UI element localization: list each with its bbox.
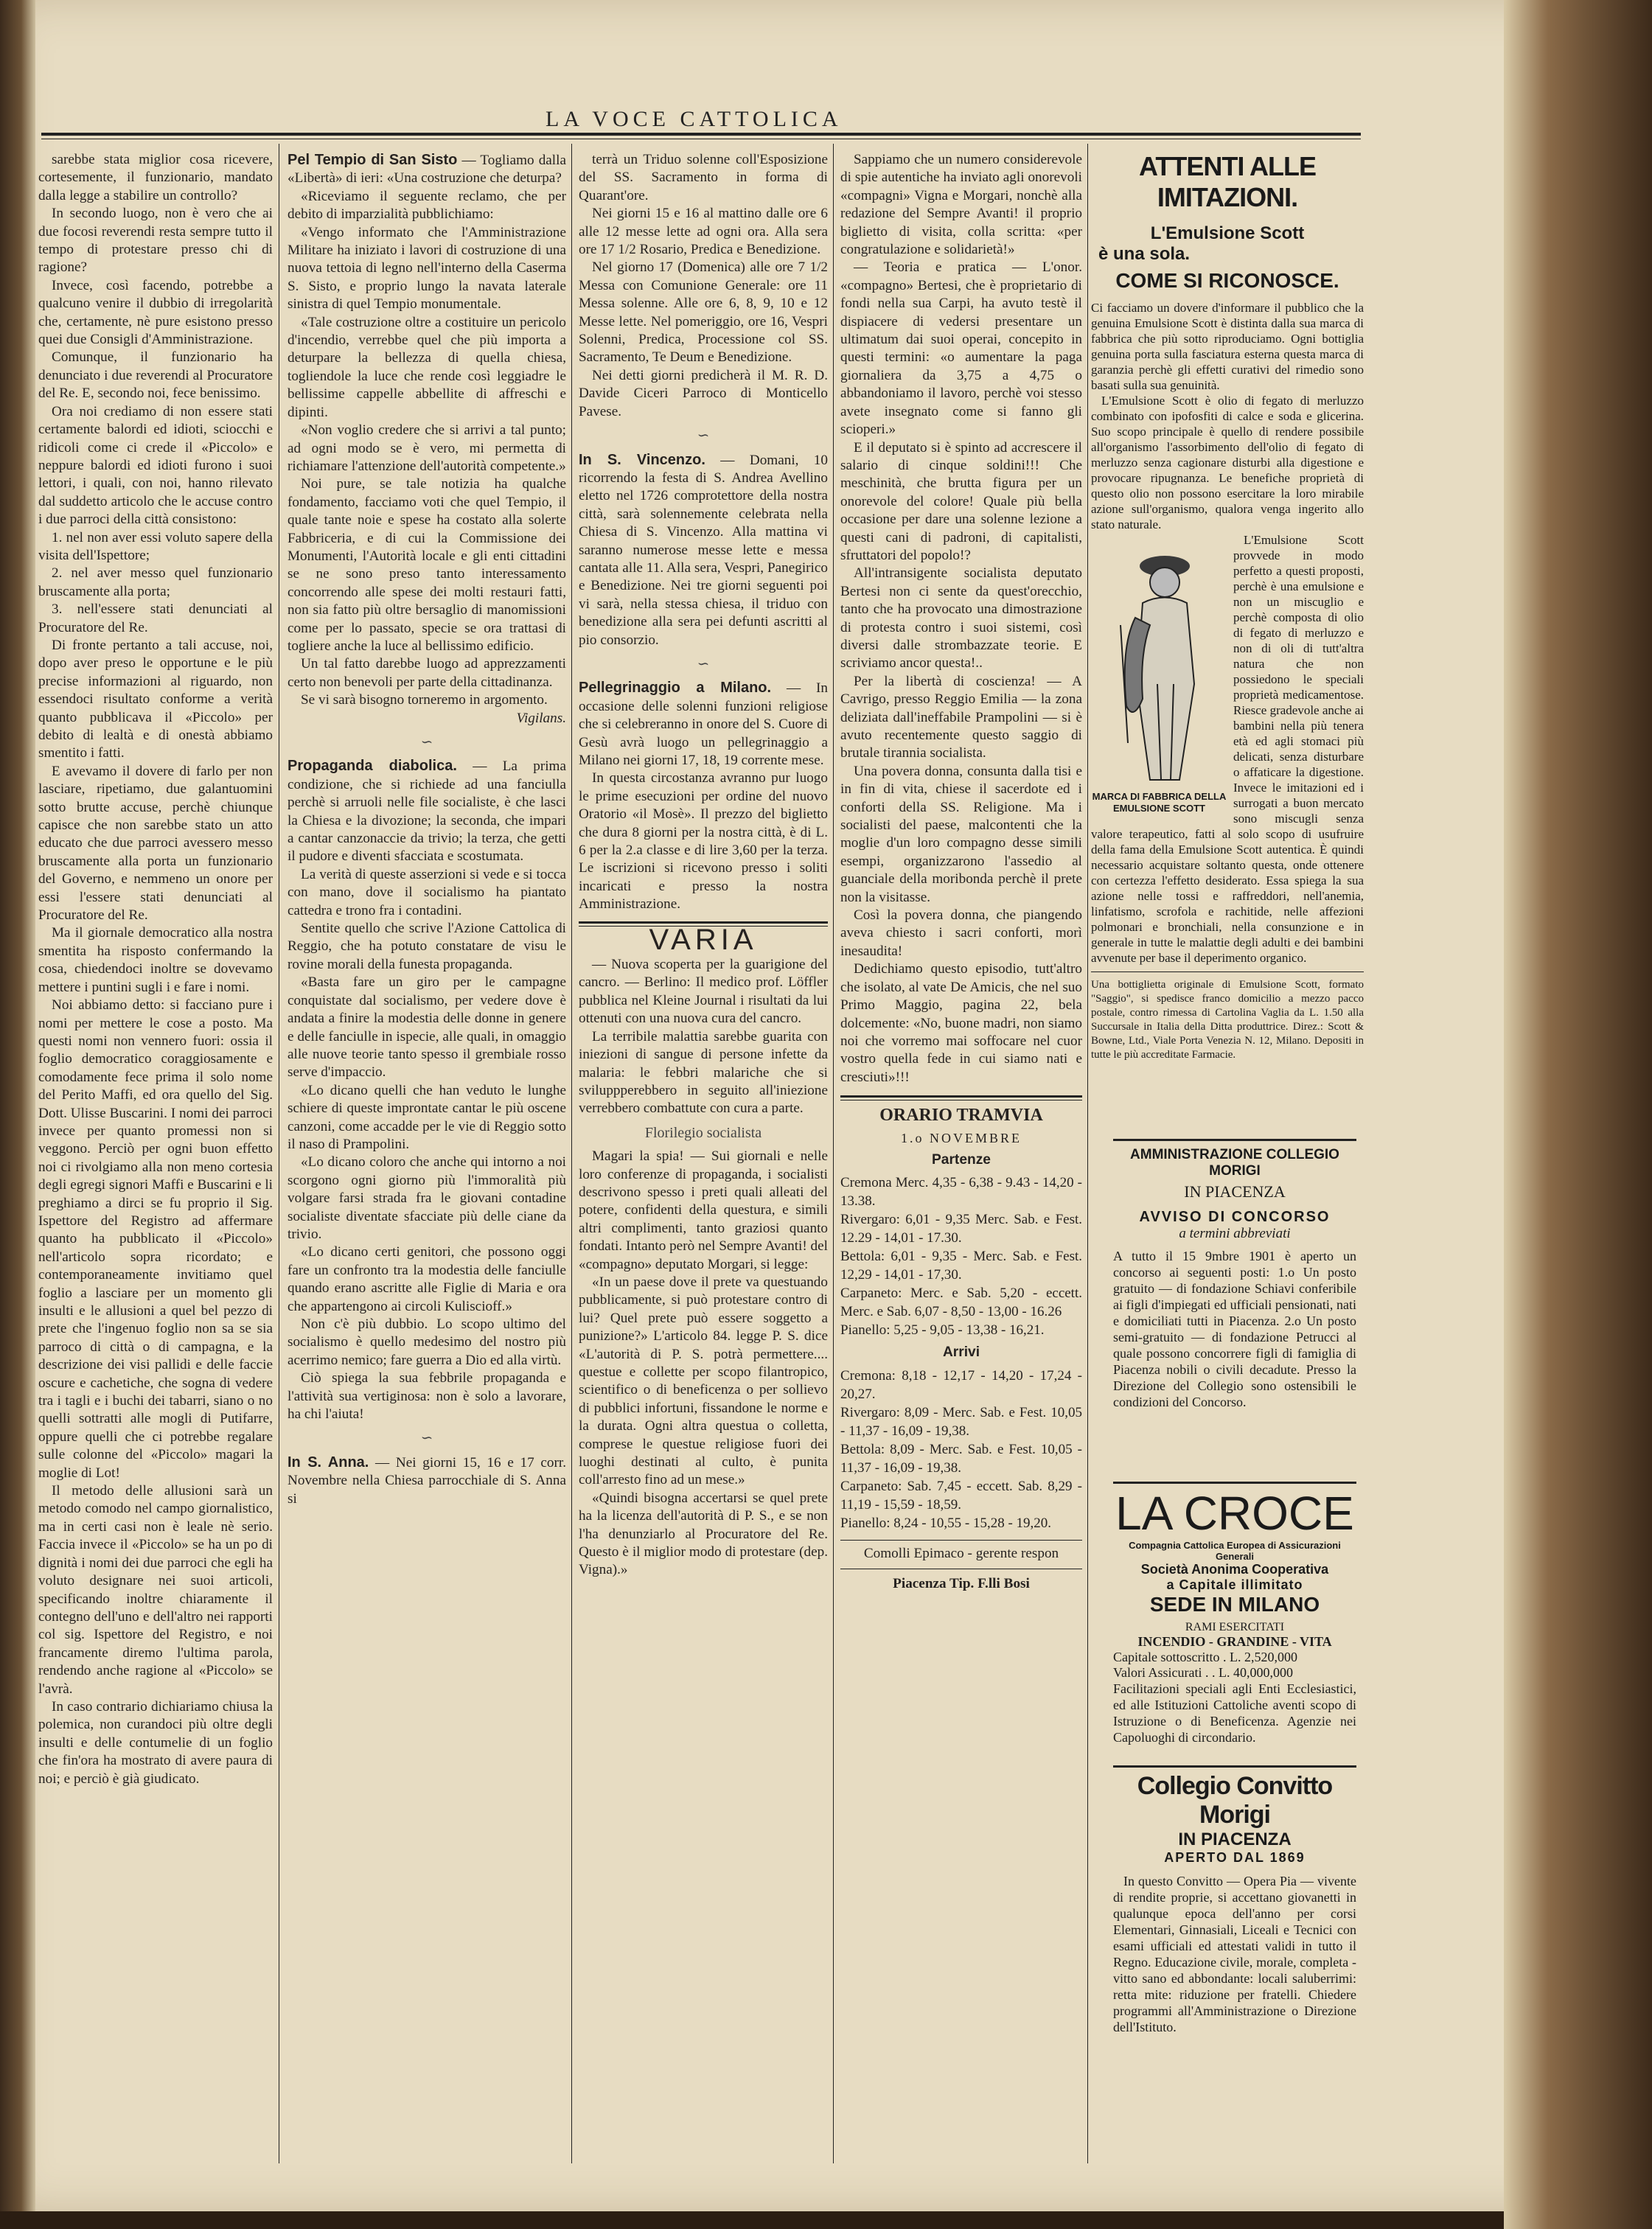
scott-title: ATTENTI ALLE IMITAZIONI. bbox=[1139, 151, 1316, 212]
paragraph: — Teoria e pratica — L'onor. «compagno» Bertesi, che è proprietario di fondi nella sua Carpi, ha avuto testè il dispiacere di vedersi presentare un ultimatum dai suoi operai, concepito in questi termini: «o aumentare la paga giornaliera da 3,75 a 4,75 o abbandoniamo il lavoro, perchè voi stesso avete insegnato come si fanno gli scioperi.» bbox=[840, 259, 1082, 438]
scott-marca: MARCA DI FABBRICA DELLA EMULSIONE SCOTT bbox=[1092, 791, 1227, 814]
article-heading: Pellegrinaggio a Milano. bbox=[579, 680, 772, 697]
paragraph: — In occasione delle solenni funzioni religiose che si celebreranno in onore del S. Cuore di Gesù avrà luogo un pellegrinaggio a Milano nei giorni 17, 18, 19 corrente mese. bbox=[579, 680, 828, 768]
column-4 bbox=[840, 151, 1082, 2149]
column-3 bbox=[579, 151, 828, 2149]
column-1 bbox=[38, 151, 273, 2149]
orario-row: Cremona: 8,18 - 12,17 - 14,20 - 17,24 - 20,27. bbox=[840, 1367, 1082, 1402]
convitto-text: In questo Convitto — Opera Pia — vivente di rendite proprie, si accettano giovanetti in qualunque epoca dell'anno per corsi Elementari, Ginnasiali, Liceali e Tecnici con esami ufficiali ed attestati validi in tutto il Regno. Educazione civile, morale, completa - vitto sano ed abbondante: locali saluberrimi: retta mite: riduzione per fratelli. Chiedere programmi all'Amministrazione o Direzione dell'Istituto. bbox=[1113, 1874, 1356, 2034]
paragraph: 1. nel non aver essi voluto sapere della visita dell'Ispettore; bbox=[38, 529, 273, 563]
paragraph: «Vengo informato che l'Amministrazione Militare ha iniziato i lavori di costruzione di una nuova tettoia di legno nell'interno della Caserma S. Sisto, e proprio lungo la navata laterale sinistra di quel Tempio monumentale. bbox=[287, 224, 566, 313]
paragraph: La verità di queste asserzioni si vede e si tocca con mano, dove il socialismo ha piantato cattedra e trono fra i contadini. bbox=[287, 866, 566, 918]
paragraph: sarebbe stata miglior cosa ricevere, cortesemente, il funzionario, mandato dalla legge a stabilire un controllo? bbox=[38, 152, 273, 203]
column-rule bbox=[1087, 144, 1088, 2163]
paragraph: Magari la spia! — Sui giornali e nelle loro conferenze di propaganda, i socialisti descrivono spesso i preti quali alleati del potere, confidenti della questura, e simili altri complimenti, tanto graziosi quanto fondati. Intanto però nel Sempre Avanti! del «compagno» deputato Morgari, si legge: bbox=[579, 1148, 828, 1272]
paragraph: — Togliamo dalla «Libertà» di ieri: «Una costruzione che deturpa? bbox=[287, 153, 566, 186]
croce-text: Facilitazioni speciali agli Enti Ecclesiastici, ed alle Istituzioni Cattoliche aventi scopo di Istruzione o di Beneficenza. Agenzie nei Capoluoghi di circondario. bbox=[1113, 1681, 1356, 1745]
paragraph: Ma il giornale democratico alla nostra smentita ha risposto confermando la cosa, chiedendoci inoltre se dovevamo mettere i puntini sugli i e fare i nomi. bbox=[38, 925, 273, 995]
convitto-line1: IN PIACENZA bbox=[1178, 1829, 1292, 1849]
paragraph: «Lo dicano certi genitori, che possono oggi fare un confronto tra la modestia delle fanciulle quando erano ascritte alle Figlie di Maria e ora che appartengono ai circoli Kuliscioff.» bbox=[287, 1244, 566, 1314]
orario-row: Carpaneto: Merc. e Sab. 5,20 - eccett. Merc. e Sab. 6,07 - 8,50 - 13,00 - 16.26 bbox=[840, 1286, 1082, 1320]
paragraph: «Non voglio credere che si arrivi a tal punto; ad ogni modo se è vero, mi permetta di richiamare l'attenzione dell'autorità competente.» bbox=[287, 422, 566, 474]
paragraph: Ciò spiega la sua febbrile propaganda e l'attività sua vertiginosa: non è solo a lavorare, ha chi l'aiuta! bbox=[287, 1370, 566, 1423]
paragraph: «Lo dicano quelli che han veduto le lunghe schiere di queste improntate cantar le più oscene canzoni, come accadde per le vie di Reggio sotto il naso di Prampolini. bbox=[287, 1082, 566, 1152]
croce-line4: SEDE IN MILANO bbox=[1149, 1593, 1320, 1616]
subheading-florilegio: Florilegio socialista bbox=[644, 1124, 762, 1141]
arrivi-list bbox=[840, 1367, 1082, 1532]
printer-line: Piacenza Tip. F.lli Bosi bbox=[893, 1576, 1030, 1592]
croce-line3: a Capitale illimitato bbox=[1166, 1577, 1303, 1592]
signature: Vigilans. bbox=[516, 710, 566, 726]
scott-text1: Ci facciamo un dovere d'informare il pubblico che la genuina Emulsione Scott è distinta dalla sua marca di fabbrica che più sotto riproduciamo. Ogni bottiglia genuina porta sulla fasciatura esterna questa marca di garanzia perchè gli effetti curativi del rimedio sono basati sulla sua genuinità. bbox=[1091, 301, 1364, 392]
orario-title: ORARIO TRAMVIA bbox=[879, 1106, 1043, 1126]
paragraph: — Nei giorni 15, 16 e 17 corr. Novembre nella Chiesa parrocchiale di S. Anna si bbox=[287, 1454, 566, 1507]
paragraph: In secondo luogo, non è vero che ai due focosi reverendi resta sempre tutto il tempo di protestare presso chi di ragione? bbox=[38, 206, 273, 276]
scott-line3: COME SI RICONOSCE. bbox=[1115, 269, 1339, 292]
morigi-term: a termini abbreviati bbox=[1179, 1226, 1291, 1241]
scott-line1: L'Emulsione Scott bbox=[1150, 223, 1305, 243]
paragraph: «Lo dicano coloro che anche qui intorno a noi scorgono ogni giorno più l'immoralità più volgare farsi strada fra le giovani contadine socialiste diventate sfacciate più delle ciane da trivio. bbox=[287, 1154, 566, 1242]
gerente-line: Comolli Epimaco - gerente respon bbox=[863, 1545, 1059, 1561]
paragraph: — La prima condizione, che si richiede ad una fanciulla perchè si arruoli nelle file socialiste, è che lasci la Chiesa e la divozione; la seconda, che impari a cantar canzonaccie da trivio; la terza, che getti il pudore e diventi sfacciata e scostumata. bbox=[287, 758, 566, 865]
paragraph: «Basta fare un giro per le campagne conquistate dal socialismo, per vedere dove è andata a finire la modestia delle donne in genere e delle fanciulle in ispecie, alle quali, in omaggio alle nuove teorie tanto spesso il grembiale rosso serve d'impaccio. bbox=[287, 974, 566, 1081]
separator: ∽ bbox=[420, 1430, 433, 1447]
separator: ∽ bbox=[697, 655, 710, 672]
paragraph: Una povera donna, consunta dalla tisi e in fin di vita, chiese il sacerdote ed i conforti della SS. Religione. Ma i socialisti del paese, malcontenti che la moglie d'un loro compagno desse simili esempi, organizzarono l'assedio al guanciale della moribonda perchè il prete non la visitasse. bbox=[840, 763, 1082, 905]
paragraph: Invece, così facendo, potrebbe a qualcuno venire il dubbio di irregolarità che, certamente, nè pure esistono presso quei due Consigli d'Amministrazione. bbox=[38, 277, 273, 348]
paragraph: Il metodo delle allusioni sarà un metodo comodo nel campo giornalistico, ma in certi casi non è leale nè serio. Faccia invece il «Piccolo» se ha un po di dignità i nomi dei due parroci che egli ha voluto designare nei suoi articoli, specificando inoltre chiaramente il contegno dell'uno e dell'altro nei rapporti col sig. Ispettore del Registro, e noi francamente diremo l'ultima parola, rendendo anche ragione al «Piccolo» se l'avrà. bbox=[38, 1483, 273, 1697]
separator: ∽ bbox=[697, 428, 710, 444]
paragraph: In questa circostanza avranno pur luogo le prime esecuzioni per ordine del nuovo Oratorio «il Mosè». Il prezzo del biglietto che dura 8 giorni per la nostra città, è di L. 6 per la 2.a classe e di lire 3,60 per la terza. Le iscrizioni si ricevono presso i soliti incaricati e presso la nostra Amministrazione. bbox=[579, 770, 828, 913]
paragraph: «Quindi bisogna accertarsi se quel prete ha la licenza dell'autorità di P. S., e se non l'ha denunziarlo al Procuratore del Re. Questo è il miglior modo di protestare (dep. Vigna).» bbox=[579, 1490, 828, 1578]
paragraph: All'intransigente socialista deputato Bertesi non ci sente da quest'orecchio, tanto che ha provocato una dimostrazione di protesta contro i suoi sistemi, così diversi dalle strombazzate teorie. E scriviamo ancor questa!.. bbox=[840, 565, 1082, 672]
croce-line8: Valori Assicurati . . L. 40,000,000 bbox=[1113, 1665, 1293, 1680]
paragraph: E il deputato si è spinto ad accrescere il salario di cinque soldini!!! Che meschinità, che brutta figura per un onorevole del colore! Quale più bella occasione per dare una solenne lezione a questi cani di padroni, di capitalisti, sfruttatori del popolo!? bbox=[840, 439, 1082, 563]
paragraph: «In un paese dove il prete va questuando pubblicamente, si può protestare contro di lui? Quel prete può essere soggetto a punizione?» L'articolo 84. legge P. S. dice «L'autorità di P. S. potrà permettere.... questue e collette per scopo filantropico, scientifico o di beneficenza o per sollievo di pubblici infortuni, fissandone le norme e la durata. Ogni altra questua o colletta, comprese le questue religiose fuori dei luoghi destinati al culto, è punita coll'arresto fino ad un mese.» bbox=[579, 1274, 828, 1488]
orario-row: Bettola: 6,01 - 9,35 - Merc. Sab. e Fest. 12,29 - 14,01 - 17,30. bbox=[840, 1249, 1082, 1283]
paragraph: Non c'è più dubbio. Lo scopo ultimo del socialismo è quello medesimo del nostro più acerrimo nemico; fare guerra a Dio ed alla virtù. bbox=[287, 1316, 566, 1368]
orario-row: Bettola: 8,09 - Merc. Sab. e Fest. 10,05 - 11,37 - 16,09 - 19,38. bbox=[840, 1441, 1082, 1476]
paragraph: — Nuova scoperta per la guarigione del cancro. — Berlino: Il medico prof. Löffler pubblica nel Kleine Journal i risultati da lui ottenuti con una nuova cura del cancro. bbox=[579, 957, 828, 1027]
paragraph: terrà un Triduo solenne coll'Esposizione del SS. Sacramento in forma di Quarant'ore. bbox=[579, 152, 828, 203]
paragraph: Dedichiamo questo episodio, tutt'altro che isolato, al vate De Amicis, che nel suo Primo Maggio, pagina 22, bela dolcemente: «No, buone madri, non siamo noi che vorremo mai soffocare nel cuor vostro quella fede in cui siamo nati e cresciuti»!!! bbox=[840, 961, 1082, 1085]
rule bbox=[840, 1540, 1082, 1541]
article-heading: Propaganda diabolica. bbox=[287, 758, 457, 775]
paragraph: 3. nell'essere stati denunciati al Procuratore del Re. bbox=[38, 601, 273, 635]
orario-row: Cremona Merc. 4,35 - 6,38 - 9.43 - 14,20 - 13.38. bbox=[840, 1175, 1082, 1210]
croce-line1: Compagnia Cattolica Europea di Assicurazioni Generali bbox=[1129, 1540, 1341, 1562]
page-stack-edge bbox=[1504, 0, 1652, 2229]
paragraph: Sappiamo che un numero considerevole di spie autentiche ha inviato agli onorevoli «compagni» Vigna e Morgari, nonchè alla redazione del Sempre Avanti! il proprio biglietto di visita, colla scritta: «per congratulazione e solidarietà!» bbox=[840, 152, 1082, 258]
paragraph: Comunque, il funzionario ha denunciato i due reverendi al Procuratore del Re. E, secondo noi, fece benissimo. bbox=[38, 349, 273, 402]
paragraph: Ora noi crediamo di non essere stati certamente balordi ed idioti, sciocchi e ridicoli come ci crede il «Piccolo» e neppure balordi ed idioti furono i suoi lettori, i quali, con noi, hanno rilevato dal suddetto articolo che le accuse contro i due parroci della città consistono: bbox=[38, 403, 273, 528]
scott-footer: Una bottiglietta originale di Emulsione Scott, formato "Saggio", si spedisce franco domicilio a mezzo pacco postale, contro rimessa di Cartolina Vaglia da L. 1.50 alla Succursale in Italia della Ditta produttrice. Direz.: Scott & Bowne, Ltd., Viale Porta Venezia N. 12, Milano. Depositi in tutte le più accreditate Farmacie. bbox=[1091, 979, 1364, 1061]
croce-line5: RAMI ESERCITATI bbox=[1185, 1621, 1285, 1633]
paragraph: «Riceviamo il seguente reclamo, che per debito di imparzialità pubblichiamo: bbox=[287, 188, 566, 223]
paragraph: Nei detti giorni predicherà il M. R. D. Davide Ciceri Parroco di Monticello Pavese. bbox=[579, 367, 828, 419]
croce-title: LA CROCE bbox=[1115, 1487, 1354, 1540]
orario-row: Pianello: 8,24 - 10,55 - 15,28 - 19,20. bbox=[840, 1515, 1052, 1531]
masthead: LA VOCE CATTOLICA bbox=[546, 107, 843, 131]
article-heading: Pel Tempio di San Sisto bbox=[287, 152, 458, 168]
orario-row: Carpaneto: Sab. 7,45 - eccett. Sab. 8,29 - 11,19 - 15,59 - 18,59. bbox=[840, 1478, 1082, 1513]
article-heading: In S. Vincenzo. bbox=[579, 451, 705, 468]
paragraph: Un tal fatto darebbe luogo ad apprezzamenti certo non benevoli per parte della cittadinanza. bbox=[287, 656, 566, 690]
scott-advertisement bbox=[1091, 151, 1364, 1131]
scott-fisherman-illustration bbox=[1091, 537, 1227, 817]
convitto-title: Collegio Convitto Morigi bbox=[1137, 1772, 1333, 1829]
fisherman-with-fish-icon bbox=[1091, 537, 1227, 787]
separator: ∽ bbox=[420, 734, 433, 750]
section-rule bbox=[840, 1095, 1082, 1100]
paragraph: 2. nel aver messo quel funzionario bruscamente alla porta; bbox=[38, 565, 273, 599]
paragraph: Noi pure, se tale notizia ha qualche fondamento, facciamo voti che quel Tempio, il quale tante noie e spese ha costato alla solerte Fabbriceria, e di cui la Commissione dei Monumenti, l'Autorità locale e gli enti cittadini se ne sono preso tanto interessamento concorrendo alle spese dei molti restauri fatti, non sia fatto più oltre bersaglio di manomissioni come per lo passato, specie se ora trattasi di togliere anche la luce al bellissimo edificio. bbox=[287, 476, 566, 654]
paragraph: «Tale costruzione oltre a costituire un pericolo d'incendio, verrebbe quel che più importa a deturpare la bellezza di quella chiesa, togliendole la luce che rende così leggiadre le bellissime cappelle abbellite di affreschi e dipinti. bbox=[287, 314, 566, 420]
orario-row: Rivergaro: 8,09 - Merc. Sab. e Fest. 10,05 - 11,37 - 16,09 - 19,38. bbox=[840, 1404, 1082, 1439]
paragraph: — Domani, 10 ricorrendo la festa di S. Andrea Avellino eletto nel 1726 comprotettore della nostra città, sarà solennemente celebrata nella Chiesa di S. Vincenzo. Alla mattina vi saranno numerose messe lette e messa cantata alle 11. Alla sera, Vespri, Panegirico e Benedizione. Nei tre giorni seguenti poi vi sarà, nella stessa chiesa, il triduo con benedizione alla sera pei defunti ascritti al pio consorzio. bbox=[579, 452, 828, 648]
morigi-concorso-notice bbox=[1113, 1139, 1356, 1486]
paragraph: E avevamo il dovere di farlo per non lasciare, ripetiamo, due galantuomini sotto brutte accuse, perchè chiunque capisce che non sarebbe stato un atto educato che due parroci avessero messo bruscamente alla porta un funzionario del Governo, e nemmeno un onore per essi l'essere stati denunciati al Procuratore del Re. bbox=[38, 763, 273, 924]
paragraph: Sentite quello che scrive l'Azione Cattolica di Reggio, che ha potuto constatare de visu le rovine morali della funesta propaganda. bbox=[287, 921, 566, 972]
article-heading: In S. Anna. bbox=[287, 1454, 369, 1471]
morigi-head1: AMMINISTRAZIONE COLLEGIO MORIGI bbox=[1130, 1147, 1339, 1179]
partenze-heading: Partenze bbox=[932, 1151, 991, 1168]
scott-text3: L'Emulsione Scott provvede in modo perfetto a questi proposti, perchè è una emulsione e non un miscuglio e perchè composta di olio di fegato di merluzzo e non di oli di tutt'altra natura che non possiedono le speciali proprietà medicamentose. Riesce gradevole anche ai bambini nella più tenera età ed agli stomaci più delicati, senza disturbare o affaticare la digestione. Invece le imitazioni ed i surrogati a buon mercato sono miscugli senza valore terapeutico, fatti al solo scopo di usufruire della fama della Emulsione Scott autentica. È quindi necessario acquistare soltanto questa, onde ottenere con certezza l'effetto desiderato. Essa spiega la sua azione nelle tossi e raffreddori, nell'anemia, linfatismo, scrofola e rachitide, nelle affezioni polmonari e bronchiali, nella consunzione e in generale in tutte le malattie degli adulti e dei bambini avvenute per base il deperimento organico. bbox=[1091, 533, 1364, 965]
orario-row: Rivergaro: 6,01 - 9,35 Merc. Sab. e Fest. 12.29 - 14,01 - 17.30. bbox=[840, 1212, 1082, 1246]
masthead-rule bbox=[41, 133, 1361, 136]
convitto-line2: APERTO DAL 1869 bbox=[1164, 1850, 1306, 1865]
paragraph: Per la libertà di coscienza! — A Cavrigo, presso Reggio Emilia — la zona deliziata dall'ineffabile Prampolini — si è avuto recentemente questo saggio di brutale tirannia socialista. bbox=[840, 673, 1082, 761]
paragraph: Nel giorno 17 (Domenica) alle ore 7 1/2 Messa con Comunione Generale: ore 11 Messa solenne. Alle ore 6, 8, 9, 10 e 12 Messe lette. Nel pomeriggio, ore 16, Vespri Solenni, Predica, Processione col SS. Sacramento, Te Deum e Benedizione. bbox=[579, 259, 828, 366]
paragraph: In caso contrario dichiariamo chiusa la polemica, non curandoci più oltre degli insulti e delle contumelie di un foglio che fin'ora ha mostrato di avere paura di noi; e perciò è già giudicato. bbox=[38, 1698, 273, 1787]
morigi-head2: IN PIACENZA bbox=[1184, 1182, 1286, 1201]
scott-text2: L'Emulsione Scott è olio di fegato di merluzzo combinato con ipofosfiti di calce e soda e glicerina. Suo scopo principale è quello di rendere possibile all'organismo l'assorbimento dell'olio di fegato di merluzzo senza cagionare disturbi alla digestione e provocare ripugnanza. Le benefiche proprietà di questo olio non possono esercitare la loro mirabile azione sull'organismo, qualora venga ingerito allo stato naturale. bbox=[1091, 394, 1364, 531]
column-rule bbox=[571, 144, 572, 2163]
paragraph: La terribile malattia sarebbe guarita con iniezioni di sangue di persone infette da malaria: le febbri malariche che si sviluppperebbero in seguito all'iniezione verrebbero combattute con cura a parte. bbox=[579, 1028, 828, 1117]
section-title-varia: VARIA bbox=[649, 923, 758, 956]
morigi-avviso: AVVISO DI CONCORSO bbox=[1139, 1209, 1331, 1225]
croce-line2: Società Anonima Cooperativa bbox=[1140, 1562, 1329, 1577]
column-rule bbox=[833, 144, 834, 2163]
book-binding bbox=[0, 0, 35, 2211]
scott-line2: è una sola. bbox=[1098, 244, 1191, 264]
paragraph: Di fronte pertanto a tali accuse, noi, dopo aver preso le opportune e le più precise informazioni al riguardo, non essendoci risultato conforme a verità quanto pubblicava il «Piccolo» per debito di lealtà e di onestà abbiamo smentito i fatti. bbox=[38, 637, 273, 761]
paragraph: Nei giorni 15 e 16 al mattino dalle ore 6 alle 12 messe lette ad ogni ora. Alla sera ore 17 1/2 Rosario, Predica e Benedizione. bbox=[579, 206, 828, 258]
orario-date: 1.o NOVEMBRE bbox=[900, 1130, 1022, 1145]
la-croce-advertisement bbox=[1113, 1482, 1356, 1767]
morigi-text: A tutto il 15 9mbre 1901 è aperto un concorso ai seguenti posti: 1.o Un posto gratuito — di fondazione Schiavi conferibile ai figli d'impiegati ed ufficiali pensionati, nati e domiciliati tutti in Piacenza. 2.o Un posto semi-gratuito — di fondazione Petrucci al quale possono concorrere figli di famiglia di Piacenza nobili o civili decadute. Presso la Direzione del Collegio sono ostensibili le condizioni del Concorso. bbox=[1113, 1249, 1356, 1409]
convitto-morigi-advertisement bbox=[1113, 1765, 1356, 2118]
orario-row: Pianello: 5,25 - 9,05 - 13,38 - 16,21. bbox=[840, 1322, 1045, 1339]
paragraph: Così la povera donna, che piangendo aveva chiesto i sacri conforti, morì inesaudita! bbox=[840, 907, 1082, 959]
paragraph: Se vi sarà bisogno torneremo in argomento. bbox=[301, 692, 548, 708]
column-2 bbox=[287, 151, 566, 2149]
arrivi-heading: Arrivi bbox=[942, 1344, 980, 1361]
croce-line7: Capitale sottoscritto . L. 2,520,000 bbox=[1113, 1650, 1297, 1664]
partenze-list bbox=[840, 1173, 1082, 1339]
croce-line6: INCENDIO - GRANDINE - VITA bbox=[1137, 1634, 1332, 1649]
paragraph: Noi abbiamo detto: si facciano pure i nomi per mettere le cose a posto. Ma questi nomi non vennero fuori: ossia il foglio democratico coraggiosamente e comodamente fece prima il solo nome del Perito Maffi, ed ora quello del Sig. Dott. Ulisse Buscarini. I nomi dei parroci invece per quanto promessi non si veggono. Perciò per ogni buon effetto noi ci rivolgiamo alla non meno cortesia degli egregi signori Maffi e Buscarini e li preghiamo a dirci se fu proprio il Sig. Ispettore del Registro ad affermare quanto ha pubblicato il «Piccolo» nell'articolo sopra ricordato; e contemporaneamente invitiamo quel foglio a lasciare per un momento gli insulti e le allusioni a quel bel pezzo di prete che l'ingenuo foglio non sa se sia parroco di città o di campagna, e la descrizione dei visi pallidi e delle faccie oscure e cachetiche, che sogna di vedere tra i tagli e i buchi dei tabarri, siano o no quelli sottratti alle mogli di Putifarre, oppure quelli che ci potrebbe regalare sulle colonne del «Piccolo» magari la moglie di Lot! bbox=[38, 997, 273, 1481]
